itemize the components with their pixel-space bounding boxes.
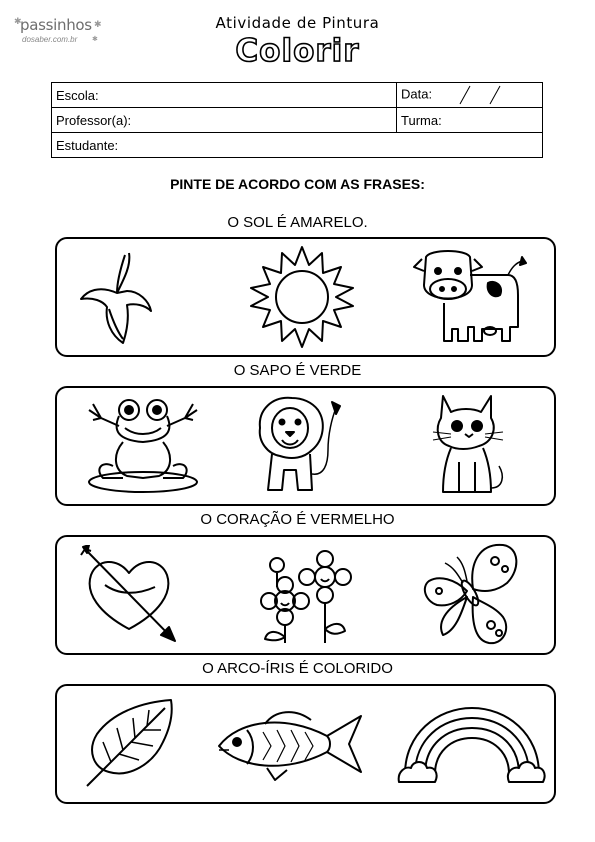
frog-icon[interactable]	[83, 396, 203, 496]
banana-icon[interactable]	[77, 247, 157, 347]
class-field[interactable]	[397, 108, 543, 133]
class-label: Turma:	[401, 112, 442, 128]
date-field[interactable]	[397, 83, 543, 108]
page-title: Colorir	[235, 33, 360, 69]
butterfly-icon[interactable]	[415, 541, 527, 649]
student-info-table	[51, 82, 543, 158]
row-4-box	[55, 684, 556, 804]
row-1-box	[55, 237, 556, 357]
brand-logo: ✱ passinhos ✱ dosaber.com.br ✱	[14, 16, 102, 44]
date-slashes	[446, 85, 506, 105]
page-subtitle: Atividade de Pintura	[215, 14, 380, 32]
instruction-text: PINTE DE ACORDO COM AS FRASES:	[170, 176, 425, 192]
brand-site: dosaber.com.br	[22, 35, 78, 44]
lion-icon[interactable]	[252, 394, 342, 498]
student-field[interactable]	[52, 133, 543, 158]
school-field[interactable]	[52, 83, 397, 108]
date-label: Data:	[401, 86, 433, 102]
cat-icon[interactable]	[429, 392, 509, 500]
cow-icon[interactable]	[412, 245, 527, 349]
sun-icon[interactable]	[247, 243, 357, 351]
row-1-caption: O SOL É AMARELO.	[227, 214, 368, 231]
row-4-caption: O ARCO-ÍRIS É COLORIDO	[202, 660, 393, 677]
row-2-caption: O SAPO É VERDE	[233, 362, 362, 379]
flowers-icon[interactable]	[247, 543, 359, 647]
brand-name: passinhos	[20, 16, 92, 34]
fish-icon[interactable]	[215, 706, 367, 782]
student-label: Estudante:	[56, 137, 119, 153]
heart-icon[interactable]	[79, 545, 179, 645]
teacher-field[interactable]	[52, 108, 397, 133]
row-3-box	[55, 535, 556, 655]
row-3-caption: O CORAÇÃO É VERMELHO	[200, 511, 395, 528]
leaf-icon[interactable]	[83, 698, 179, 788]
teacher-label: Professor(a):	[56, 112, 132, 128]
rainbow-icon[interactable]	[397, 704, 547, 786]
school-label: Escola:	[56, 87, 99, 103]
row-2-box	[55, 386, 556, 506]
